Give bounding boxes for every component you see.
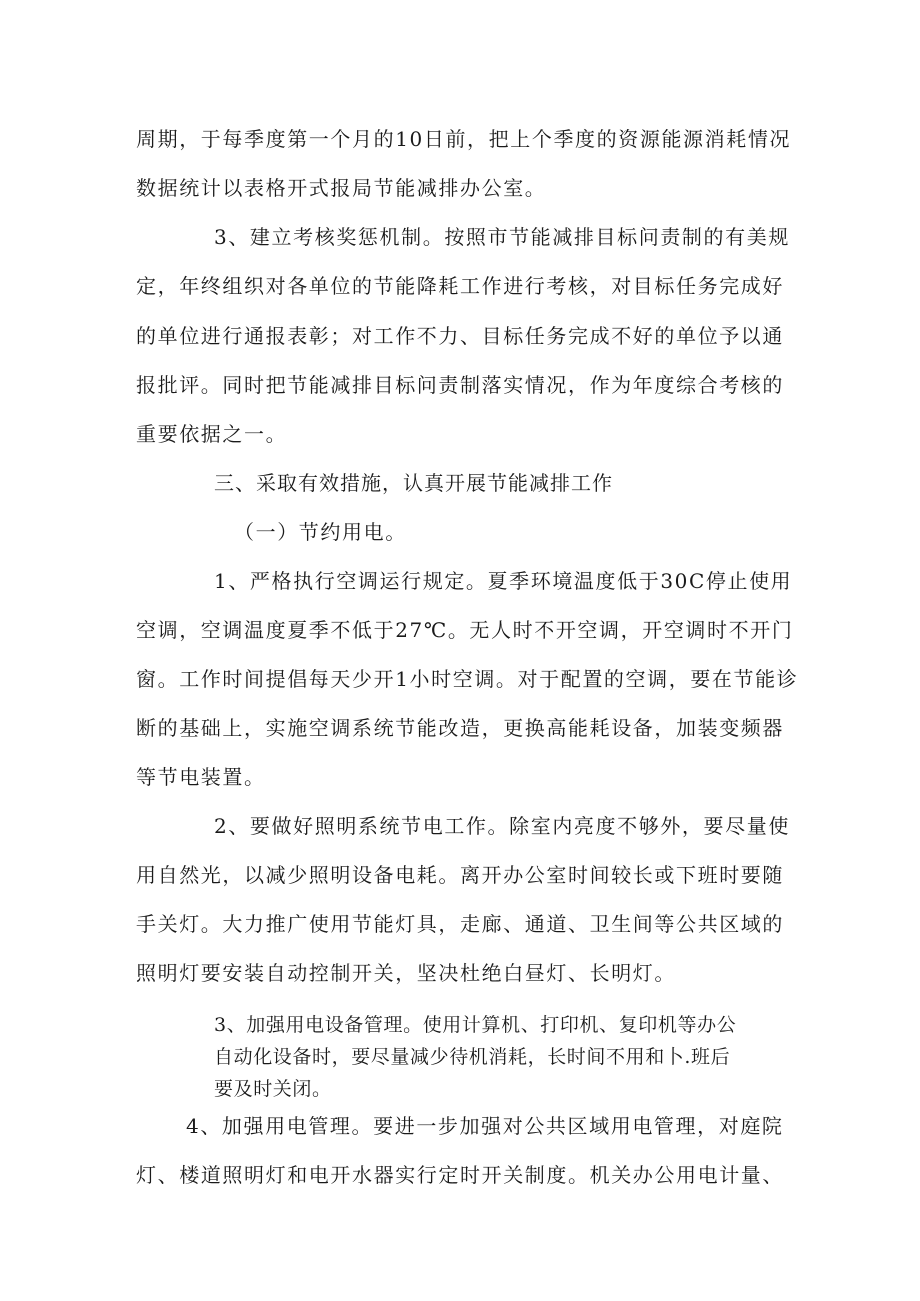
body-line-5: 的单位进行通报表彰；对工作不力、目标任务完成不好的单位予以通 <box>136 324 784 348</box>
body-line-15: 2、要做好照明系统节电工作。除室内亮度不够外，要尽量使 <box>214 814 790 838</box>
body-line-18: 照明灯要安装自动控制开关，坚决杜绝白昼灯、长明灯。 <box>136 961 676 985</box>
body-line-17: 手关灯。大力推广使用节能灯具，走廊、通道、卫生间等公共区域的 <box>136 912 784 936</box>
body-line-23: 灯、楼道照明灯和电开水器实行定时开关制度。机关办公用电计量、 <box>136 1163 784 1187</box>
body-line-4: 定，年终组织对各单位的节能降耗工作进行考核，对目标任务完成好 <box>136 274 784 298</box>
body-line-12: 窗。工作时间提倡每天少开1小时空调。对于配置的空调，要在节能诊 <box>136 667 799 691</box>
body-line-21: 要及时关闭。 <box>214 1078 332 1100</box>
body-line-3: 3、建立考核奖惩机制。按照市节能减排目标问责制的有美规 <box>214 225 790 249</box>
subsection-heading: （一）节约用电。 <box>234 520 407 544</box>
body-line-11: 空调，空调温度夏季不低于27℃。无人时不开空调，开空调时不开门 <box>136 618 794 642</box>
body-line-2: 数据统计以表格开式报局节能减排办公室。 <box>136 176 547 200</box>
body-line-13: 断的基础上，实施空调系统节能改造，更换高能耗设备，加装变频器 <box>136 716 784 740</box>
body-line-20: 自动化设备时，要尽量减少待机消耗，长时间不用和卜.班后 <box>214 1046 731 1068</box>
body-line-1: 周期，于每季度第一个月的10日前，把上个季度的资源能源消耗情况 <box>136 127 792 151</box>
body-line-7: 重要依据之一。 <box>136 422 288 446</box>
body-line-10: 1、严格执行空调运行规定。夏季环境温度低于30C停止使用 <box>214 569 793 593</box>
body-line-6: 报批评。同时把节能减排目标问责制落实情况，作为年度综合考核的 <box>136 373 784 397</box>
body-line-19: 3、加强用电设备管理。使用计算机、打印机、复印机等办公 <box>214 1014 737 1036</box>
body-line-22: 4、加强用电管理。要进一步加强对公共区域用电管理，对庭院 <box>186 1114 784 1138</box>
section-heading: 三、采取有效措施，认真开展节能减排工作 <box>214 471 613 495</box>
body-line-16: 用自然光，以减少照明设备电耗。离开办公室时间较长或下班时要随 <box>136 863 784 887</box>
body-line-14: 等节电装置。 <box>136 765 266 789</box>
